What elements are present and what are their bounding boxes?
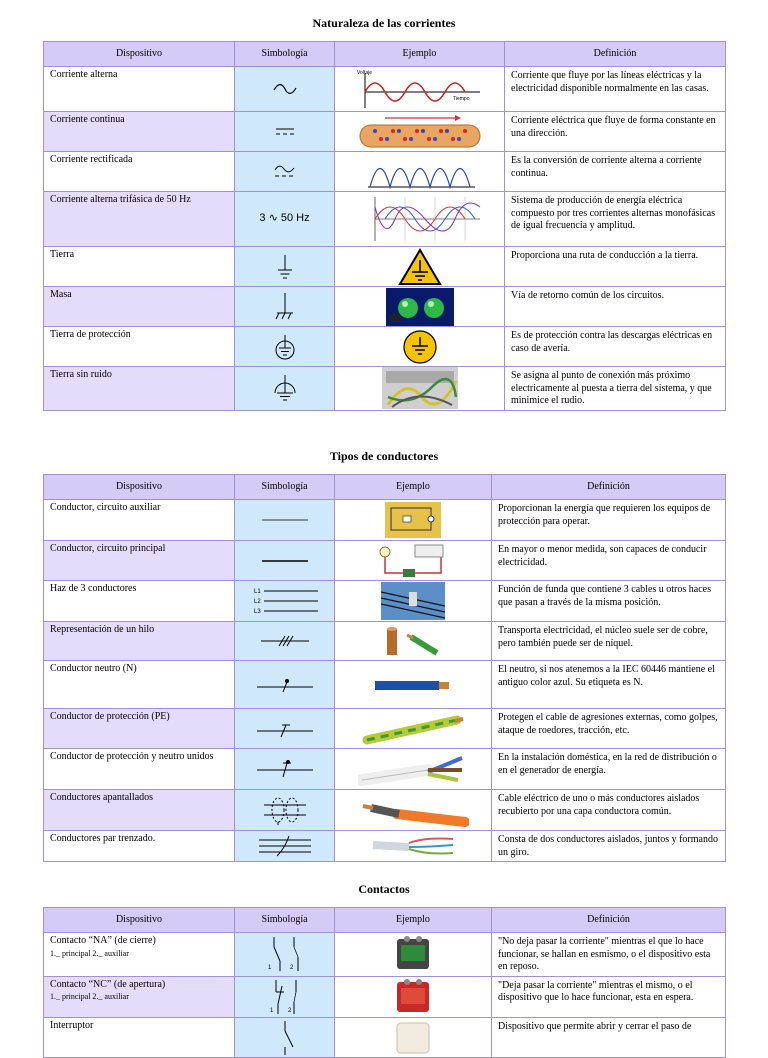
pe-icon [235,709,335,749]
device-name: Contacto “NA” (de cierre) [50,935,156,946]
device-name: Conductor de protección y neutro unidos [44,749,235,790]
svg-text:1: 1 [269,1007,273,1014]
pen-icon [235,749,335,790]
table-row [44,976,726,1017]
device-cell [44,976,235,1017]
definition-text: Es la conversión de corriente alterna a corriente continua. [505,152,726,192]
device-name: Corriente rectificada [44,152,235,192]
column-header: Definición [492,475,726,500]
definition-text: Dispositivo que permite abrir y cerrar el paso de [492,1017,726,1057]
single-wire-icon [235,622,335,661]
simple-circuit-drawing [335,541,492,581]
contacts-table [43,907,726,1058]
conductors-table [43,474,726,862]
column-header: Definición [492,908,726,933]
device-name: Corriente alterna trifásica de 50 Hz [44,192,235,247]
table-row [44,287,726,327]
shielded-icon [235,790,335,831]
rectified-wave-graph [335,152,505,192]
ground-icon [235,247,335,287]
chassis-icon [235,287,335,327]
orange-shielded-cable-photo [335,790,492,831]
ac-wave-icon [235,67,335,112]
table-row [44,192,726,247]
noiseless-earth-icon [235,367,335,411]
rectified-icon [235,152,335,192]
device-name: Conductor, circuito auxiliar [44,500,235,541]
table-row [44,67,726,112]
table-row [44,500,726,541]
neutral-icon [235,661,335,709]
definition-text: Función de funda que contiene 3 cables u otros haces que pasan a través de la misma posición. [492,581,726,622]
l2-label: L2 [253,599,261,605]
definition-text: Proporcionan la energía que requieren los equipos de protección para operar. [492,500,726,541]
three-phase-graph [335,192,505,247]
definition-text: Cable eléctrico de uno o más conductores aislados recubierto por una capa conductora común. [492,790,726,831]
definition-text: Consta de dos conductores aislados, juntos y formando un giro. [492,831,726,862]
line-icon [235,500,335,541]
device-name: Contacto “NC” (de apertura) [50,978,166,990]
svg-text:Voltaje: Voltaje [356,70,372,76]
device-name: Interruptor [44,1017,235,1057]
device-name: Tierra sin ruido [44,367,235,411]
blue-cable-photo [335,661,492,709]
device-name: Conductor, circuito principal [44,541,235,581]
currents-table [43,41,726,411]
copper-wire-photo [335,622,492,661]
definition-text: Vía de retorno común de los circuitos. [505,287,726,327]
device-name: Haz de 3 conductores [44,581,235,622]
twisted-pair-icon [235,831,335,862]
three-phase-symbol-text: 3 ∿ 50 Hz [259,212,310,225]
column-header: Simbología [235,475,335,500]
svg-text:1: 1 [267,965,271,972]
switch-icon [235,1017,335,1057]
definition-text: Sistema de producción de energía eléctrica compuesto por tres corrientes alternas monofásicas de igual frecuencia y amplitud. [505,192,726,247]
device-name: Conductor neutro (N) [44,661,235,709]
table-row [44,933,726,977]
table-row [44,1017,726,1057]
definition-text: Transporta electricidad, el núcleo suele ser de cobre, pero también puede ser de níquel. [492,622,726,661]
column-header: Ejemplo [335,908,492,933]
svg-text:2: 2 [287,1007,291,1014]
table-row [44,541,726,581]
green-contact-block-photo [335,933,492,977]
nc-contact-icon [235,976,335,1017]
dc-icon [235,112,335,152]
ground-warning-sign [335,247,505,287]
l1-label: L1 [253,589,261,595]
svg-text:2: 2 [289,965,293,972]
device-subtitle: 1._ principal 2._ auxiliar [50,948,129,958]
device-name: Conductores apantallados [44,790,235,831]
table-row [44,327,726,367]
definition-text: Corriente eléctrica que fluye de forma constante en una dirección. [505,112,726,152]
device-name: Tierra [44,247,235,287]
power-lines-photo [335,581,492,622]
svg-text:Tiempo: Tiempo [452,96,469,102]
yellow-green-cable-photo [335,709,492,749]
device-cell [44,933,235,977]
definition-text: En mayor o menor medida, son capaces de conducir electricidad. [492,541,726,581]
table-row [44,831,726,862]
no-contact-icon [235,933,335,977]
table-row [44,152,726,192]
section-title: Naturaleza de las corrientes [312,16,456,30]
definition-text: Corriente que fluye por las líneas eléctricas y la electricidad disponible normalmente en las casas. [505,67,726,112]
definition-text: Proporciona una ruta de conducción a la tierra. [505,247,726,287]
wiring-photo [335,367,505,411]
column-header: Ejemplo [335,475,492,500]
device-name: Representación de un hilo [44,622,235,661]
electron-flow-tube [335,112,505,152]
device-name: Conductores par trenzado. [44,831,235,862]
table-row [44,367,726,411]
definition-text: "Deja pasar la corriente" mientras el mismo, o el dispositivo que lo hace funcionar, esta en espera. [492,976,726,1017]
three-phase-icon [235,192,335,247]
definition-text: Es de protección contra las descargas eléctricas en caso de avería. [505,327,726,367]
three-core-cable-photo [335,749,492,790]
red-contact-block-photo [335,976,492,1017]
table-row [44,622,726,661]
device-name: Conductor de protección (PE) [44,709,235,749]
definition-text: Protegen el cable de agresiones externas, como golpes, ataque de roedores, tracción, etc. [492,709,726,749]
earth-circle-sign [335,327,505,367]
device-name: Masa [44,287,235,327]
device-name: Tierra de protección [44,327,235,367]
column-header: Ejemplo [335,42,505,67]
three-lines-icon [235,581,335,622]
definition-text: Se asigna al punto de conexión más próximo electricamente al puesta a tierra del sistema, y que minimice el rudio. [505,367,726,411]
definition-text: El neutro, si nos atenemos a la IEC 60446 mantiene el antiguo color azul. Su etiqueta es N. [492,661,726,709]
sine-wave-graph [335,67,505,112]
column-header: Dispositivo [44,908,235,933]
column-header: Simbología [235,908,335,933]
column-header: Dispositivo [44,475,235,500]
column-header: Simbología [235,42,335,67]
table-row [44,709,726,749]
table-row [44,749,726,790]
table-row [44,112,726,152]
green-balls-photo [335,287,505,327]
circuit-board-diagram [335,500,492,541]
switch-photo [335,1017,492,1057]
column-header: Dispositivo [44,42,235,67]
l3-label: L3 [253,609,261,615]
table-row [44,661,726,709]
definition-text: En la instalación doméstica, en la red de distribución o en el generador de energía. [492,749,726,790]
device-subtitle: 1._ principal 2._ auxiliar [50,992,129,1001]
table-row [44,247,726,287]
column-header: Definición [505,42,726,67]
section-title: Tipos de conductores [329,449,439,463]
table-row [44,790,726,831]
protective-earth-icon [235,327,335,367]
thick-line-icon [235,541,335,581]
twisted-pair-photo [335,831,492,862]
device-name: Corriente continua [44,112,235,152]
device-name: Corriente alterna [44,67,235,112]
table-row [44,581,726,622]
definition-text: "No deja pasar la corriente" mientras el que lo hace funcionar, se hallan en esmismo, o el dispositivo esta en reposo. [492,933,726,977]
section-title: Contactos [358,882,410,896]
